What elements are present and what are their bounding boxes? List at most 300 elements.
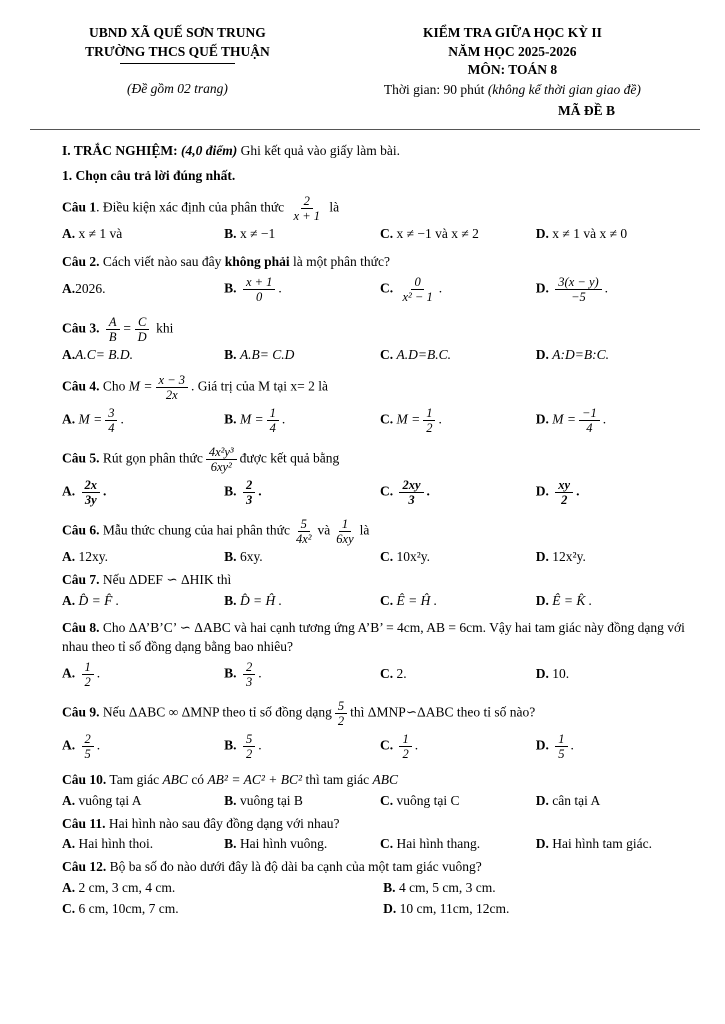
option-b <box>224 478 380 507</box>
issuer-line1: UBND XÃ QUẾ SƠN TRUNG <box>89 25 266 40</box>
option-a <box>62 835 224 854</box>
question-text: được kết quả bằng <box>239 450 340 466</box>
options-row <box>62 274 698 306</box>
option-b <box>224 275 380 304</box>
question-4-line <box>62 373 698 402</box>
fraction <box>555 732 567 761</box>
question-8 <box>62 619 698 690</box>
option-letter: A. <box>62 592 76 608</box>
fraction <box>333 517 356 546</box>
option-text: vuông tại A <box>78 793 142 808</box>
options-row <box>62 730 698 762</box>
question-label: Câu 1 <box>62 199 97 215</box>
option-text: . <box>414 737 419 753</box>
option-letter: A. <box>62 836 76 852</box>
fraction <box>105 406 117 435</box>
option-text: D̂ = Ĥ . <box>239 592 283 608</box>
fraction-denominator: 2 <box>337 714 345 729</box>
option-a <box>62 280 224 299</box>
option-d <box>536 665 698 684</box>
option-letter: C. <box>379 549 394 565</box>
option-letter: A. <box>62 483 76 499</box>
option-d <box>536 835 698 854</box>
option-text: . <box>258 483 262 499</box>
option-b <box>224 592 380 611</box>
question-emphasis: không phải <box>224 254 290 269</box>
option-d <box>536 346 698 365</box>
fraction-denominator: 4x² <box>295 532 312 547</box>
question-text: thì tam giác <box>305 772 370 788</box>
section-heading <box>62 142 698 161</box>
option-text: Hai hình thoi. <box>78 836 154 852</box>
triangle-name: ABC <box>372 772 399 788</box>
option-text: Hai hình tam giác. <box>552 836 653 852</box>
fraction <box>555 478 573 507</box>
fraction-numerator: 3 <box>105 406 117 421</box>
option-c <box>380 406 536 435</box>
question-label: Câu 8. <box>62 620 100 636</box>
option-letter: A. <box>62 281 76 297</box>
section-subheading: 1. Chọn câu trả lời đúng nhất. <box>62 167 236 183</box>
fraction-denominator: 4 <box>586 420 593 435</box>
option-d <box>536 275 698 304</box>
question-label: Câu 10. <box>62 772 107 788</box>
question-10 <box>62 771 698 810</box>
question-label: Câu 7. <box>62 571 100 587</box>
option-d <box>536 592 698 611</box>
option-prefix: M = <box>396 411 421 427</box>
question-text: . Giá trị của M tại x= 2 là <box>191 378 328 394</box>
fraction <box>399 478 423 507</box>
option-letter: B. <box>224 411 237 427</box>
option-letter: C. <box>379 737 394 753</box>
fraction <box>243 478 255 507</box>
option-c <box>380 732 536 761</box>
options-row <box>62 346 698 365</box>
fraction-denominator: 3 <box>408 492 415 507</box>
option-letter: D. <box>535 280 549 296</box>
fraction <box>82 660 94 689</box>
fraction-denominator: 6xy <box>336 532 354 547</box>
question-text: Cho ΔA’B’C’ ∽ ΔABC và hai cạnh tương ứng A’B’ = 4cm, AB = 6cm. Vậy hai tam giác này đồng dạng với nhau theo tỉ số đồng dạng bằng bao nhiêu? <box>62 620 685 654</box>
question-12-line <box>62 858 698 877</box>
fraction-denominator: 2x <box>165 388 178 403</box>
option-d <box>536 225 698 244</box>
option-text: A.B= C.D <box>239 346 295 362</box>
fraction-numerator: 2 <box>82 732 94 747</box>
question-5 <box>62 445 698 508</box>
option-prefix: M = <box>78 411 103 427</box>
option-a <box>62 592 224 611</box>
fraction <box>399 732 411 761</box>
fraction-numerator: 5 <box>335 699 347 714</box>
option-text: . <box>258 665 262 681</box>
option-letter: D. <box>535 346 549 362</box>
option-letter: C. <box>379 411 394 427</box>
fraction-denominator: 3y <box>84 492 97 507</box>
fraction-numerator: 2 <box>301 194 313 209</box>
fraction <box>267 406 279 435</box>
question-text: Rút gọn phân thức <box>102 450 203 466</box>
option-b <box>224 225 380 244</box>
subject-line: MÔN: TOÁN 8 <box>467 62 558 78</box>
question-text: khi <box>156 320 174 336</box>
option-text: 12x²y. <box>552 549 586 565</box>
fraction-numerator: 1 <box>555 732 567 747</box>
fraction-numerator: xy <box>555 478 573 493</box>
question-10-line <box>62 771 698 790</box>
option-letter: B. <box>224 592 237 608</box>
question-3-line <box>62 315 698 344</box>
option-letter: B. <box>224 665 237 681</box>
option-text: . <box>258 737 262 753</box>
option-text: . <box>120 411 124 427</box>
option-letter: C. <box>379 280 394 296</box>
option-a <box>62 478 224 507</box>
issuer-underline <box>120 63 235 64</box>
question-text: Bộ ba số đo nào dưới đây là độ dài ba cạnh của một tam giác vuông? <box>109 858 482 874</box>
fraction <box>243 732 255 761</box>
option-text: cân tại A <box>552 793 601 808</box>
option-letter: B. <box>224 280 237 296</box>
option-d <box>383 900 698 919</box>
option-letter: B. <box>224 226 237 242</box>
option-c <box>380 346 536 365</box>
option-text: x ≠ 1 và x ≠ 0 <box>552 226 628 242</box>
fraction-numerator: A <box>106 315 120 330</box>
option-text: . <box>438 280 443 296</box>
option-text: x ≠ −1 <box>239 226 276 242</box>
option-text: A.D=B.C. <box>396 346 451 362</box>
option-a <box>62 732 224 761</box>
option-letter: A. <box>62 879 76 895</box>
triangle-name: ABC <box>162 772 188 788</box>
question-text: và <box>317 522 331 538</box>
fraction <box>135 315 150 344</box>
option-text: . <box>602 411 607 427</box>
fraction-denominator: 2 <box>561 492 568 507</box>
fraction <box>82 478 101 507</box>
question-11 <box>62 815 698 854</box>
fraction-numerator: −1 <box>579 406 600 421</box>
fraction <box>335 699 347 728</box>
option-c <box>380 225 536 244</box>
options-row <box>62 404 698 436</box>
question-label: Câu 12. <box>62 858 107 874</box>
fraction-denominator: 2 <box>84 674 91 689</box>
option-a <box>62 879 383 898</box>
option-text: x ≠ −1 và x ≠ 2 <box>396 226 479 242</box>
question-label: Câu 3. <box>62 320 100 336</box>
fraction-numerator: C <box>135 315 149 330</box>
option-letter: C. <box>379 483 394 499</box>
equation: AB² = AC² + BC² <box>207 772 303 788</box>
option-d <box>536 406 698 435</box>
option-d <box>536 478 698 507</box>
question-2 <box>62 253 698 306</box>
fraction-denominator: 2 <box>426 420 433 435</box>
fraction <box>293 517 315 546</box>
question-text: Tam giác <box>109 772 160 788</box>
fraction-numerator: 4x²y³ <box>206 445 237 460</box>
fraction-numerator: 5 <box>243 732 255 747</box>
option-letter: B. <box>224 737 237 753</box>
option-text: . <box>570 737 574 753</box>
fraction-denominator: 5 <box>84 746 91 761</box>
question-text: là một phân thức? <box>293 254 390 269</box>
option-letter: A. <box>62 737 76 753</box>
question-label: Câu 2. <box>62 254 100 269</box>
question-4 <box>62 373 698 436</box>
option-b <box>224 732 380 761</box>
question-text: thì ΔMNP∽ΔABC theo tỉ số nào? <box>350 704 536 720</box>
option-a <box>62 406 224 435</box>
fraction-denominator: 5 <box>558 746 565 761</box>
fraction-denominator: 2 <box>245 746 253 761</box>
option-text: A.C= B.D. <box>75 346 133 362</box>
option-letter: D. <box>535 592 549 608</box>
question-label: Câu 5. <box>62 450 100 466</box>
option-text: x ≠ 1 và <box>78 226 123 242</box>
option-letter: B. <box>224 346 237 362</box>
pages-note: (Đề gồm 02 trang) <box>126 81 228 97</box>
fraction-denominator: −5 <box>571 290 586 305</box>
option-b <box>224 346 380 365</box>
fraction-denominator: 6xy² <box>210 460 232 475</box>
equals-sign: = <box>122 320 132 336</box>
question-text: là <box>329 199 340 215</box>
option-a <box>62 548 224 567</box>
option-text: A:D=B:C. <box>552 346 610 362</box>
option-text: 10 cm, 11cm, 12cm. <box>399 901 510 917</box>
option-text: . <box>604 280 609 296</box>
option-letter: C. <box>379 592 394 608</box>
fraction-numerator: 1 <box>423 406 435 421</box>
option-letter: C. <box>379 346 394 362</box>
option-text: D̂ = F̂ . <box>78 592 120 608</box>
fraction-numerator: 1 <box>339 517 351 532</box>
fraction <box>156 373 188 402</box>
option-letter: D. <box>535 549 549 565</box>
question-text: là <box>359 522 370 538</box>
fraction <box>399 275 435 304</box>
question-label: Câu 6. <box>62 522 100 538</box>
exam-title-block <box>325 24 700 120</box>
question-5-line <box>62 445 698 474</box>
option-letter: D. <box>383 901 397 917</box>
option-b <box>383 879 698 898</box>
school-year: NĂM HỌC 2025-2026 <box>448 43 577 59</box>
fraction-denominator: x² − 1 <box>402 290 433 305</box>
option-c <box>380 548 536 567</box>
option-letter: D. <box>535 411 549 427</box>
option-letter: A. <box>62 793 76 808</box>
options-row <box>62 225 698 244</box>
fraction-denominator: 3 <box>245 674 253 689</box>
question-variable: M = <box>128 378 153 394</box>
fraction <box>579 406 600 435</box>
option-d <box>536 792 698 811</box>
option-text: 10. <box>552 666 570 682</box>
question-12 <box>62 858 698 919</box>
fraction-numerator: 2 <box>243 660 255 675</box>
options-row <box>62 835 698 854</box>
option-b <box>224 660 380 689</box>
question-label: Câu 4. <box>62 378 100 394</box>
option-c <box>380 592 536 611</box>
fraction-numerator: 1 <box>399 732 411 747</box>
question-label: Câu 9. <box>62 704 100 720</box>
section-points: (4,0 điểm) <box>181 143 238 159</box>
option-text: 2026. <box>75 281 106 297</box>
options-grid <box>62 879 698 919</box>
time-limit-text: Thời gian: 90 phút <box>383 81 488 97</box>
document-header <box>30 24 700 120</box>
question-text: . Điều kiện xác định của phân thức <box>96 199 285 215</box>
question-text: có <box>191 772 205 788</box>
fraction-denominator: 4 <box>269 420 276 435</box>
fraction <box>243 660 255 689</box>
option-letter: B. <box>224 549 237 565</box>
question-7 <box>62 571 698 610</box>
option-c <box>380 792 536 811</box>
option-a <box>62 225 224 244</box>
fraction-denominator: B <box>108 329 117 344</box>
option-text: Ê = K̂ . <box>552 592 593 608</box>
option-letter: A. <box>62 665 76 681</box>
option-letter: A. <box>62 226 76 242</box>
question-text: Nếu ΔABC ∞ ΔMNP theo tỉ số đồng dạng <box>102 704 332 720</box>
option-c <box>380 275 536 304</box>
options-row <box>62 548 698 567</box>
options-row <box>62 592 698 611</box>
section-instruction: Ghi kết quả vào giấy làm bài. <box>240 143 400 159</box>
fraction-numerator: x + 1 <box>243 275 275 290</box>
fraction-numerator: 0 <box>411 275 423 290</box>
question-label: Câu 11. <box>62 815 106 831</box>
question-2-line <box>62 253 698 272</box>
fraction-numerator: 2xy <box>399 478 423 493</box>
option-letter: D. <box>535 737 549 753</box>
option-letter: D. <box>535 666 549 682</box>
options-row <box>62 658 698 690</box>
time-limit-note: (không kể thời gian giao đề) <box>487 81 641 97</box>
exam-title: KIỂM TRA GIỮA HỌC KỲ II <box>422 25 602 40</box>
fraction <box>555 275 601 304</box>
question-6-line <box>62 517 698 546</box>
question-text: Cho <box>102 378 126 394</box>
option-text: . <box>281 411 286 427</box>
option-text: Hai hình thang. <box>396 836 481 852</box>
option-letter: D. <box>535 793 549 808</box>
fraction-numerator: 2 <box>243 478 255 493</box>
option-text: . <box>96 665 101 681</box>
option-letter: C. <box>379 666 394 682</box>
question-11-line <box>62 815 698 834</box>
option-c <box>380 478 536 507</box>
question-text: Cách viết nào sau đây <box>102 254 222 269</box>
fraction-numerator: x − 3 <box>156 373 188 388</box>
question-9 <box>62 699 698 762</box>
fraction <box>82 732 94 761</box>
option-c <box>62 900 383 919</box>
question-text: Hai hình nào sau đây đồng dạng với nhau? <box>108 815 340 831</box>
fraction-denominator: 3 <box>245 492 253 507</box>
option-a <box>62 660 224 689</box>
option-text: Ê = Ĥ . <box>396 592 438 608</box>
option-b <box>224 548 380 567</box>
issuer-line2: TRƯỜNG THCS QUẾ THUẬN <box>85 43 270 59</box>
option-letter: A. <box>62 549 76 565</box>
option-letter: B. <box>383 879 396 895</box>
fraction-numerator: 1 <box>267 406 279 421</box>
fraction-denominator: 4 <box>108 420 115 435</box>
options-row <box>62 476 698 508</box>
option-prefix: M = <box>239 411 264 427</box>
header-divider <box>30 129 700 130</box>
option-b <box>224 792 380 811</box>
option-text: 4 cm, 5 cm, 3 cm. <box>398 879 496 895</box>
fraction-numerator: 1 <box>82 660 94 675</box>
question-3 <box>62 315 698 365</box>
option-text: 2 cm, 3 cm, 4 cm. <box>78 879 176 895</box>
option-letter: C. <box>62 901 76 917</box>
option-text: 6 cm, 10cm, 7 cm. <box>78 901 179 917</box>
option-letter: D. <box>535 836 549 852</box>
option-text: . <box>426 483 430 499</box>
fraction-numerator: 3(x − y) <box>555 275 601 290</box>
fraction-denominator: 2 <box>402 746 409 761</box>
option-d <box>536 732 698 761</box>
option-letter: B. <box>224 793 237 808</box>
option-text: . <box>103 483 107 499</box>
question-text: Mẫu thức chung của hai phân thức <box>102 522 290 538</box>
option-text: 2. <box>396 666 407 682</box>
option-text: . <box>438 411 442 427</box>
option-letter: A. <box>62 346 76 362</box>
question-8-line <box>62 619 698 656</box>
option-text: 12xy. <box>78 549 108 565</box>
option-d <box>536 548 698 567</box>
option-letter: B. <box>224 836 237 852</box>
exam-code: MÃ ĐỀ B <box>557 102 615 118</box>
option-letter: A. <box>62 411 76 427</box>
option-text: vuông tại C <box>396 793 460 808</box>
option-letter: D. <box>535 483 549 499</box>
fraction <box>206 445 237 474</box>
fraction-denominator: D <box>137 329 147 344</box>
option-a <box>62 792 224 811</box>
option-text: . <box>576 483 580 499</box>
option-letter: D. <box>535 226 549 242</box>
option-c <box>380 835 536 854</box>
option-text: . <box>96 737 101 753</box>
option-text: vuông tại B <box>239 793 303 808</box>
question-text: Nếu ΔDEF ∽ ΔHIK thì <box>102 571 232 587</box>
fraction <box>243 275 275 304</box>
option-text: 6xy. <box>239 549 263 565</box>
option-text: Hai hình vuông. <box>239 836 328 852</box>
issuer-block <box>30 24 325 120</box>
fraction <box>106 315 120 344</box>
question-7-line <box>62 571 698 590</box>
option-letter: C. <box>379 836 394 852</box>
question-6 <box>62 517 698 567</box>
fraction <box>291 194 323 223</box>
question-9-line <box>62 699 698 728</box>
time-limit <box>325 81 700 100</box>
question-1-line <box>62 194 698 223</box>
